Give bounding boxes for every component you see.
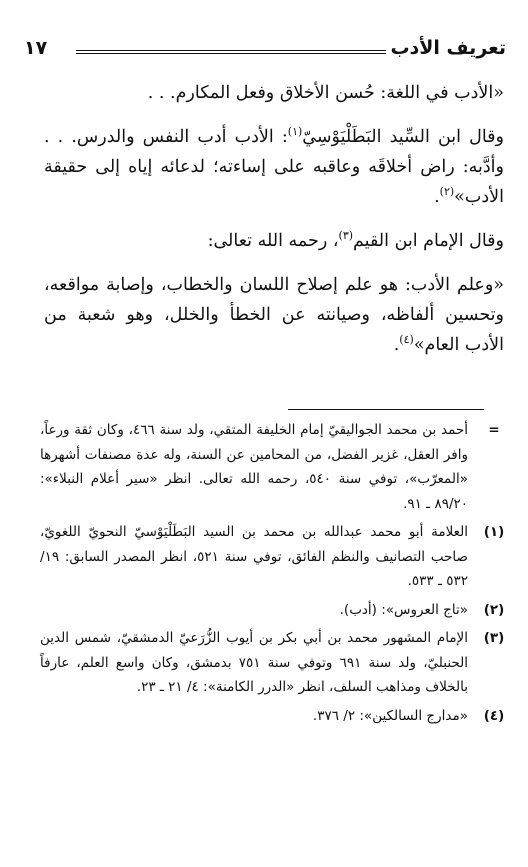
footnote-2 xyxy=(40,598,514,623)
page-number: ١٧ xyxy=(24,37,48,59)
footnote-marker: (١) xyxy=(483,524,505,540)
paragraph-2-end: . xyxy=(434,187,440,207)
footnote-marker: (٢) xyxy=(483,601,505,618)
footnote-separator xyxy=(288,409,484,410)
footnote-marker: (٤) xyxy=(483,707,505,724)
paragraph-2 xyxy=(44,122,504,212)
footnote-ref-4: (٤) xyxy=(399,333,414,347)
footnote-continued xyxy=(40,418,514,516)
footnote-4 xyxy=(40,704,514,729)
paragraph-3-text-a: وقال الإمام ابن القيم xyxy=(353,231,504,251)
footnote-text: «تاج العروس»: (أدب). xyxy=(339,601,468,618)
page-header xyxy=(24,34,506,68)
footnote-marker: = xyxy=(488,422,500,438)
footnote-text: «مدارج السالكين»: ٢/ ٣٧٦. xyxy=(312,707,468,724)
header-rule xyxy=(76,50,386,54)
paragraph-4 xyxy=(44,270,504,360)
paragraph-1-text: «الأدب في اللغة: حُسن الأخلاق وفعل المكارم. . . xyxy=(147,83,504,103)
paragraph-3 xyxy=(44,226,504,256)
paragraph-4-end: . xyxy=(393,335,400,355)
footnote-ref-1: (١) xyxy=(287,125,303,139)
main-text xyxy=(44,78,504,374)
footnote-ref-2: (٢) xyxy=(439,185,455,199)
paragraph-2-text-a: وقال ابن السِّيد البَطَلْيَوْسِيّ xyxy=(302,127,504,147)
footnote-3 xyxy=(40,626,514,700)
footnote-text: أحمد بن محمد الجواليقيّ إمام الخليفة المتقي، ولد سنة ٤٦٦، وكان ثقة ورعاً، وافر العقل، غزير الفضل، من المحامين عن السنة، وله عدة مصنفات أشهرها «المعرّب»، توفي سنة ٥٤٠، رحمه الله تعالى. انظر «سير أعلام النبلاء»: ٨٩/٢٠ ـ ٩١. xyxy=(40,422,468,512)
paragraph-3-text-b: ، رحمه الله تعالى: xyxy=(207,231,339,251)
footnote-1 xyxy=(40,520,514,594)
footnote-text: الإمام المشهور محمد بن أبي بكر بن أيوب الزُّرَعيّ الدمشقيّ، شمس الدين الحنبليّ، ولد سنة ٦٩١ وتوفي سنة ٧٥١ بدمشق، وكان واسع العلم، عارفاً بالخلاف ومذاهب السلف، انظر «الدرر الكامنة»: ٤/ ٢١ ـ ٢٣. xyxy=(40,630,469,695)
footnote-marker: (٣) xyxy=(483,630,505,646)
paragraph-4-text: «وعلم الأدب: هو علم إصلاح اللسان والخطاب، وإصابة مواقعه، وتحسين ألفاظه، وصيانته عن الخطأ والخلل، وهو شعبة من الأدب العام» xyxy=(44,275,504,355)
paragraph-1 xyxy=(44,78,504,108)
running-title: تعريف الأدب xyxy=(390,37,506,59)
footnotes xyxy=(40,418,514,732)
footnote-text: العلامة أبو محمد عبدالله بن محمد بن السيد البَطَلْيَوْسيّ النحويّ اللغويّ، صاحب التصانيف والنظم الفائق، توفي سنة ٥٢١، انظر المصدر السابق: ١٩/ ٥٣٢ ـ ٥٣٣. xyxy=(40,524,469,589)
paragraph-2-text-b: : الأدب أدب النفس والدرس. . . وأدَّبه: راض أخلاقَه وعاقبه على إساءته؛ لدعائه إياه إلى حقيقة الأدب» xyxy=(44,127,504,207)
footnote-ref-3: (٣) xyxy=(338,229,354,243)
